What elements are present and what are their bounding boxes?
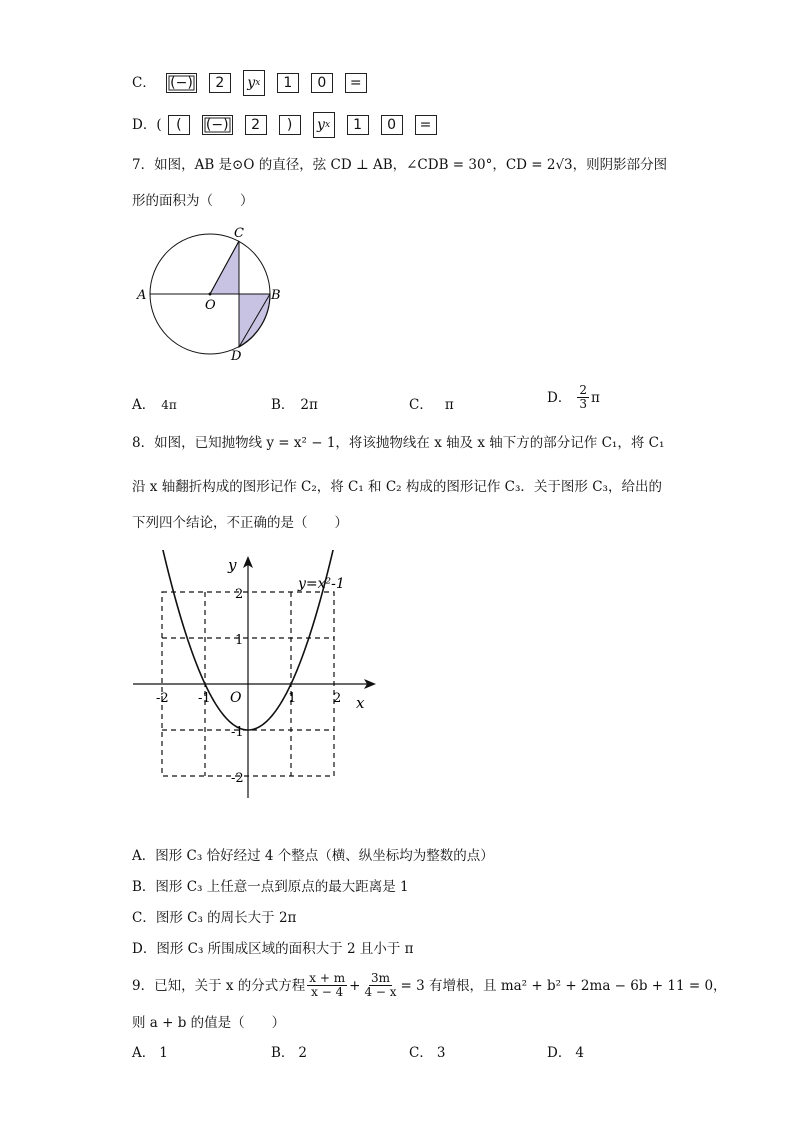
q8-option-b: B．图形 C₃ 上任意一点到原点的最大距离是 1 bbox=[132, 879, 409, 895]
q6-d-label: D．( bbox=[132, 117, 162, 133]
q7-stem-line1: 7．如图，AB 是⊙O 的直径，弦 CD ⊥ AB，∠CDB = 30°，CD = 2√3，则阴影部分图 bbox=[132, 157, 668, 173]
q8-curve-label: y=x²-1 bbox=[298, 576, 345, 592]
calc-key-open-paren: ( bbox=[168, 115, 190, 135]
q8-tick-x-neg1: -1 bbox=[198, 691, 211, 706]
calc-key-negative: (−) bbox=[202, 115, 233, 135]
q8-tick-y-neg2: -2 bbox=[231, 771, 244, 786]
q8-tick-y-2: 2 bbox=[235, 587, 244, 602]
q7-stem-line2: 形的面积为（ ） bbox=[132, 193, 254, 209]
q6-option-c bbox=[132, 70, 379, 96]
calc-key-negative: (−) bbox=[166, 73, 197, 93]
q8-option-a: A．图形 C₃ 恰好经过 4 个整点（横、纵坐标均为整数的点） bbox=[132, 848, 494, 864]
q8-option-c: C．图形 C₃ 的周长大于 2π bbox=[132, 910, 297, 926]
q8-origin-label: O bbox=[230, 690, 242, 706]
calc-key-2: 2 bbox=[209, 73, 231, 93]
q8-tick-y-neg1: -1 bbox=[231, 725, 244, 740]
q8-tick-y-1: 1 bbox=[235, 633, 244, 648]
calc-key-1: 1 bbox=[277, 73, 299, 93]
q7-label-o: O bbox=[205, 298, 216, 313]
q8-parabola-graph bbox=[128, 550, 388, 805]
q7-label-a: A bbox=[137, 288, 147, 303]
q7-option-d: D． $\frac{2}{3}$ π bbox=[547, 383, 600, 411]
q8-stem-line2: 沿 x 轴翻折构成的图形记作 C₂，将 C₁ 和 C₂ 构成的图形记作 C₃．关于图形 C₃，给出的 bbox=[132, 479, 662, 495]
q7-option-c: C． π bbox=[409, 397, 454, 413]
q8-stem-line3: 下列四个结论，不正确的是（ ） bbox=[132, 515, 348, 531]
calc-key-0: 0 bbox=[381, 115, 403, 135]
q9-fraction-2: $\frac{3m}{4 - x}$ bbox=[364, 971, 397, 999]
q7-circle-figure bbox=[132, 224, 302, 364]
calc-key-2: 2 bbox=[245, 115, 267, 135]
q8-tick-x-neg2: -2 bbox=[156, 691, 169, 706]
q7-label-c: C bbox=[234, 226, 244, 241]
calc-key-close-paren: ) bbox=[279, 115, 301, 135]
q7-option-b: B． 2π bbox=[271, 397, 318, 413]
q8-tick-x-2: 2 bbox=[333, 691, 342, 706]
q8-tick-x-1: 1 bbox=[288, 691, 297, 706]
q8-stem-line1: 8．如图，已知抛物线 y = x² − 1，将该抛物线在 x 轴及 x 轴下方的部分记作 C₁，将 C₁ bbox=[132, 435, 665, 451]
q9-stem-line1: 9．已知，关于 x 的分式方程 $\frac{x + m}{x - 4}$ + $\frac{3m}{4 - x}$ = 3 有增根，且 ma² + b² + 2ma − 6b + 11 = 0， bbox=[132, 971, 727, 999]
calc-key-equals: = bbox=[415, 115, 437, 135]
calc-key-equals: = bbox=[345, 73, 367, 93]
calc-key-0: 0 bbox=[311, 73, 333, 93]
q8-option-d: D．图形 C₃ 所围成区域的面积大于 2 且小于 π bbox=[132, 941, 414, 957]
q9-option-d: D． 4 bbox=[547, 1045, 584, 1061]
q9-option-b: B． 2 bbox=[271, 1045, 308, 1061]
calc-key-1: 1 bbox=[347, 115, 369, 135]
q7-center-dot bbox=[209, 293, 212, 296]
calc-key-power: y x bbox=[243, 70, 265, 96]
calc-key-power: y x bbox=[313, 112, 335, 138]
q7-label-d: D bbox=[231, 349, 242, 364]
q7-label-b: B bbox=[271, 288, 281, 303]
q6-option-d bbox=[132, 112, 449, 138]
q9-option-a: A． 1 bbox=[132, 1045, 168, 1061]
q9-option-c: C． 3 bbox=[409, 1045, 446, 1061]
q7-option-a: A． 4π bbox=[132, 397, 177, 413]
q8-axis-x-label: x bbox=[356, 694, 365, 712]
q9-stem-line2: 则 a + b 的值是（ ） bbox=[132, 1015, 286, 1031]
q8-axis-y-label: y bbox=[228, 556, 237, 574]
q9-fraction-1: $\frac{x + m}{x - 4}$ bbox=[309, 971, 346, 999]
q6-c-label: C． bbox=[132, 75, 156, 91]
